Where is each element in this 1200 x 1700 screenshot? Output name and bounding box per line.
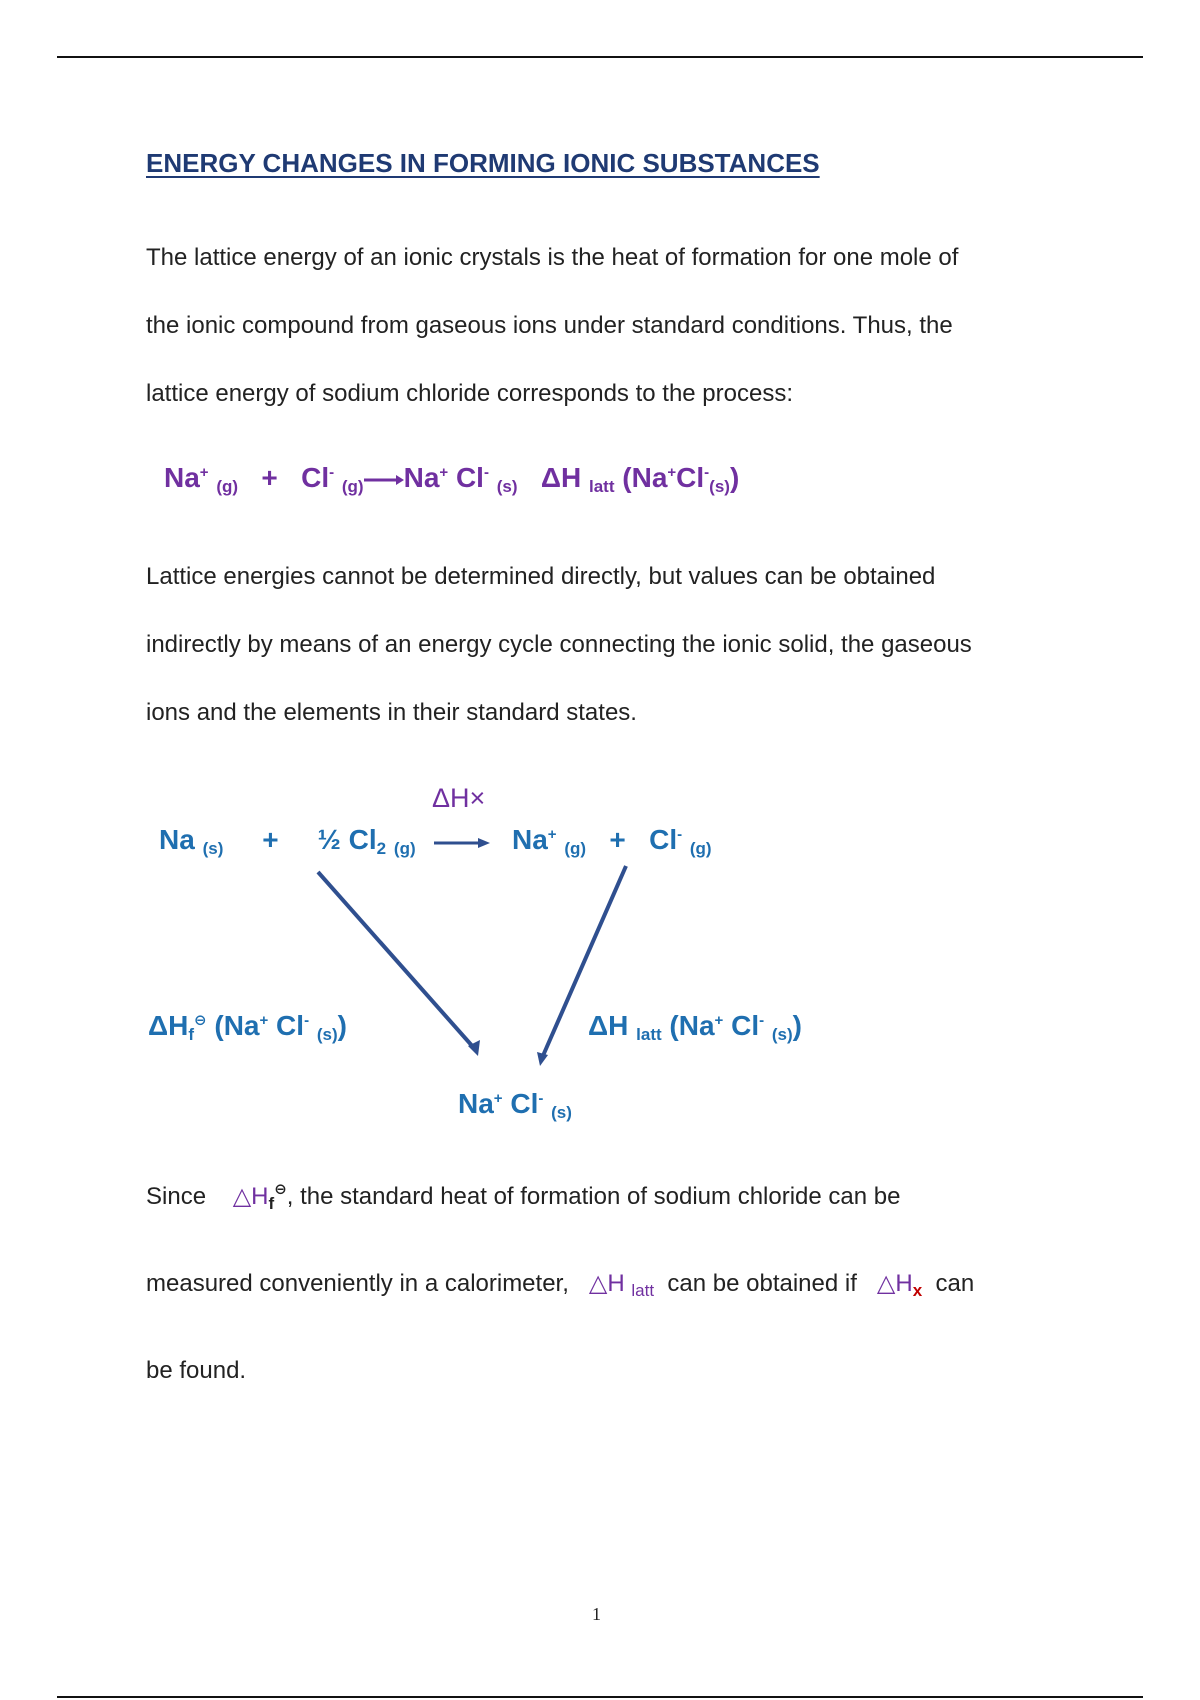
cycle-gaseous-ions: Na+ $_{(g)}$ + Cl- $_{(g)}$ xyxy=(512,824,712,858)
bottom-rule xyxy=(57,1696,1143,1698)
page-title: ENERGY CHANGES IN FORMING IONIC SUBSTANCES xyxy=(146,148,820,178)
cycle-ionic-solid: Na+ Cl- $_{(s)}$ xyxy=(458,1088,572,1122)
cycle-reactants: Na $_{(s)}$ + ½ $Cl_2$ $_{(g)}$ xyxy=(159,824,416,858)
since-line-3: be found. xyxy=(146,1357,247,1384)
cycle-top-label: ΔH× xyxy=(432,783,486,813)
right-diagonal-arrowhead xyxy=(537,1052,548,1066)
middle-line-2: indirectly by means of an energy cycle connecting the ionic solid, the gaseous xyxy=(146,631,972,658)
intro-line-2: the ionic compound from gaseous ions under standard conditions. Thus, the xyxy=(146,312,953,339)
top-arrowhead xyxy=(478,838,490,848)
middle-line-3: ions and the elements in their standard states. xyxy=(146,699,637,726)
middle-line-1: Lattice energies cannot be determined directly, but values can be obtained xyxy=(146,563,936,590)
since-line-1: Since $\triangle H_f^⊖$, the standard heat of formation of sodium chloride can be xyxy=(146,1181,901,1213)
cycle-right-label: ΔH $_{latt}$ (Na+ Cl- $_{(s)}$) xyxy=(588,1010,802,1044)
since-line-2: measured conveniently in a calorimeter, △H $_{latt}$ can be obtained if $\triangle H_x$ can xyxy=(146,1270,975,1300)
since-paragraph xyxy=(146,1150,1066,1411)
intro-line-3: lattice energy of sodium chloride corresponds to the process: xyxy=(146,380,794,407)
intro-line-1: The lattice energy of an ionic crystals is the heat of formation for one mole of xyxy=(146,244,959,271)
lattice-equation: Na+ $_{(g)}$ + Cl- $_{(g)}$ Na+ Cl- $_{(s)}$ ΔH $_{latt}$ $(Na^+Cl^-_{(s)})$ xyxy=(164,462,740,496)
cycle-left-label: $\Delta H_f^⊖$ (Na+ Cl- $_{(s)}$) xyxy=(148,1010,347,1044)
page-number: 1 xyxy=(592,1604,601,1624)
